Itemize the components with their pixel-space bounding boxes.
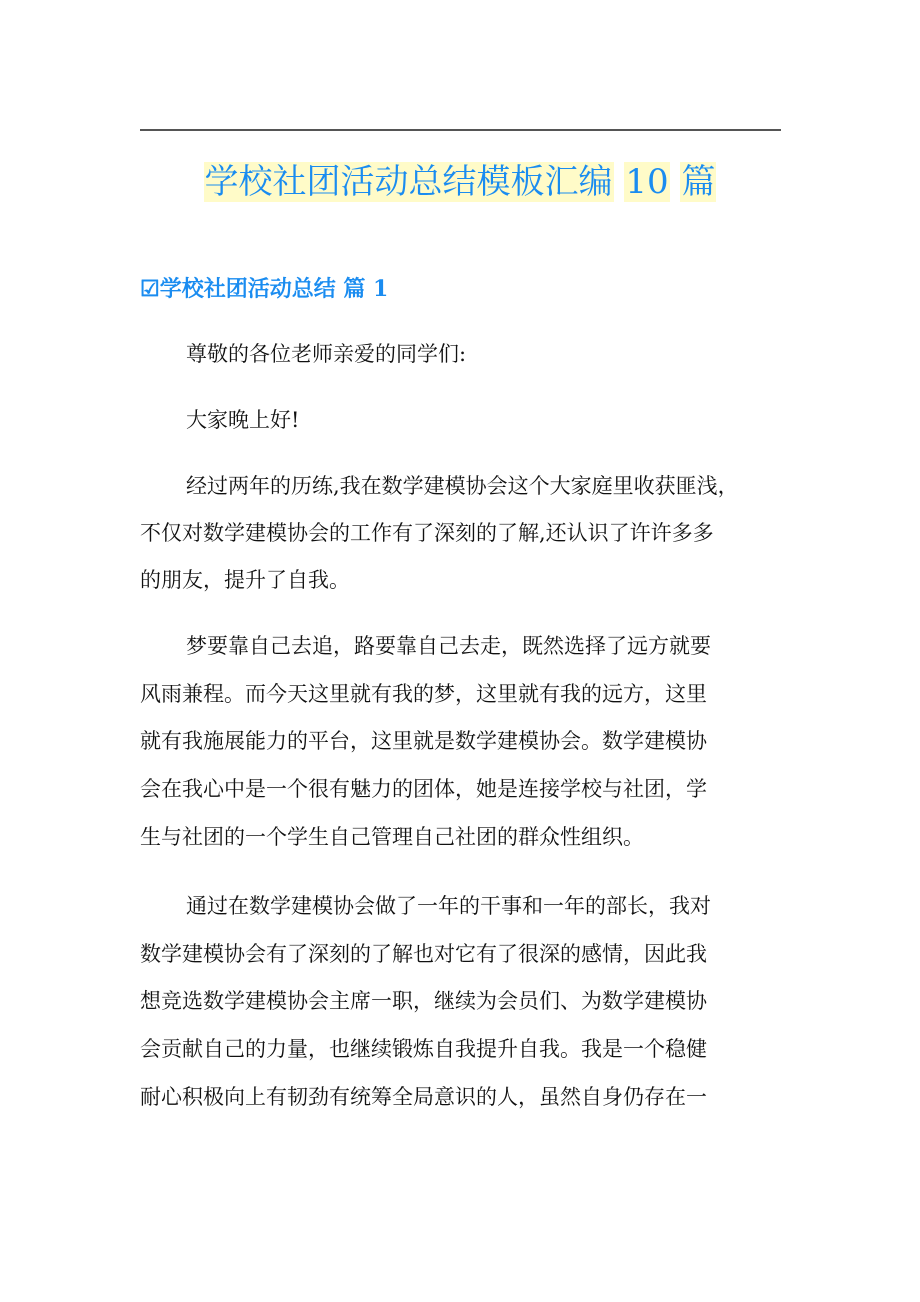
header-rule <box>140 129 781 131</box>
section-heading-text: 学校社团活动总结 篇 1 <box>159 276 389 302</box>
paragraph-line: 的朋友，提升了自我。 <box>140 568 350 592</box>
paragraph-line: 会在我心中是一个很有魅力的团体，她是连接学校与社团，学 <box>140 777 707 801</box>
paragraph-line: 通过在数学建模协会做了一年的干事和一年的部长，我对 <box>186 894 711 918</box>
paragraph-line: 尊敬的各位老师亲爱的同学们: <box>186 342 467 366</box>
title-number: 10 <box>625 162 669 202</box>
paragraph-line: 耐心积极向上有韧劲有统筹全局意识的人，虽然自身仍存在一 <box>140 1085 707 1109</box>
section-heading <box>140 274 388 304</box>
paragraph-line: 大家晚上好! <box>186 408 300 432</box>
checkbox-icon: ☑ <box>140 276 160 302</box>
title-suffix: 篇 <box>681 162 716 202</box>
title-text: 学校社团活动总结模板汇编 <box>204 162 613 202</box>
paragraph-line: 经过两年的历练,我在数学建模协会这个大家庭里收获匪浅， <box>186 474 739 498</box>
paragraph-line: 梦要靠自己去追，路要靠自己去走，既然选择了远方就要 <box>186 634 711 658</box>
paragraph-line: 想竞选数学建模协会主席一职，继续为会员们、为数学建模协 <box>140 989 707 1013</box>
paragraph-line: 风雨兼程。而今天这里就有我的梦，这里就有我的远方，这里 <box>140 682 707 706</box>
paragraph-line: 不仅对数学建模协会的工作有了深刻的了解,还认识了许许多多 <box>140 521 714 545</box>
paragraph-line: 就有我施展能力的平台，这里就是数学建模协会。数学建模协 <box>140 729 707 753</box>
document-title <box>0 160 920 204</box>
paragraph-line: 会贡献自己的力量，也继续锻炼自我提升自我。我是一个稳健 <box>140 1037 707 1061</box>
paragraph-line: 生与社团的一个学生自己管理自己社团的群众性组织。 <box>140 825 644 849</box>
paragraph-line: 数学建模协会有了深刻的了解也对它有了很深的感情，因此我 <box>140 942 707 966</box>
